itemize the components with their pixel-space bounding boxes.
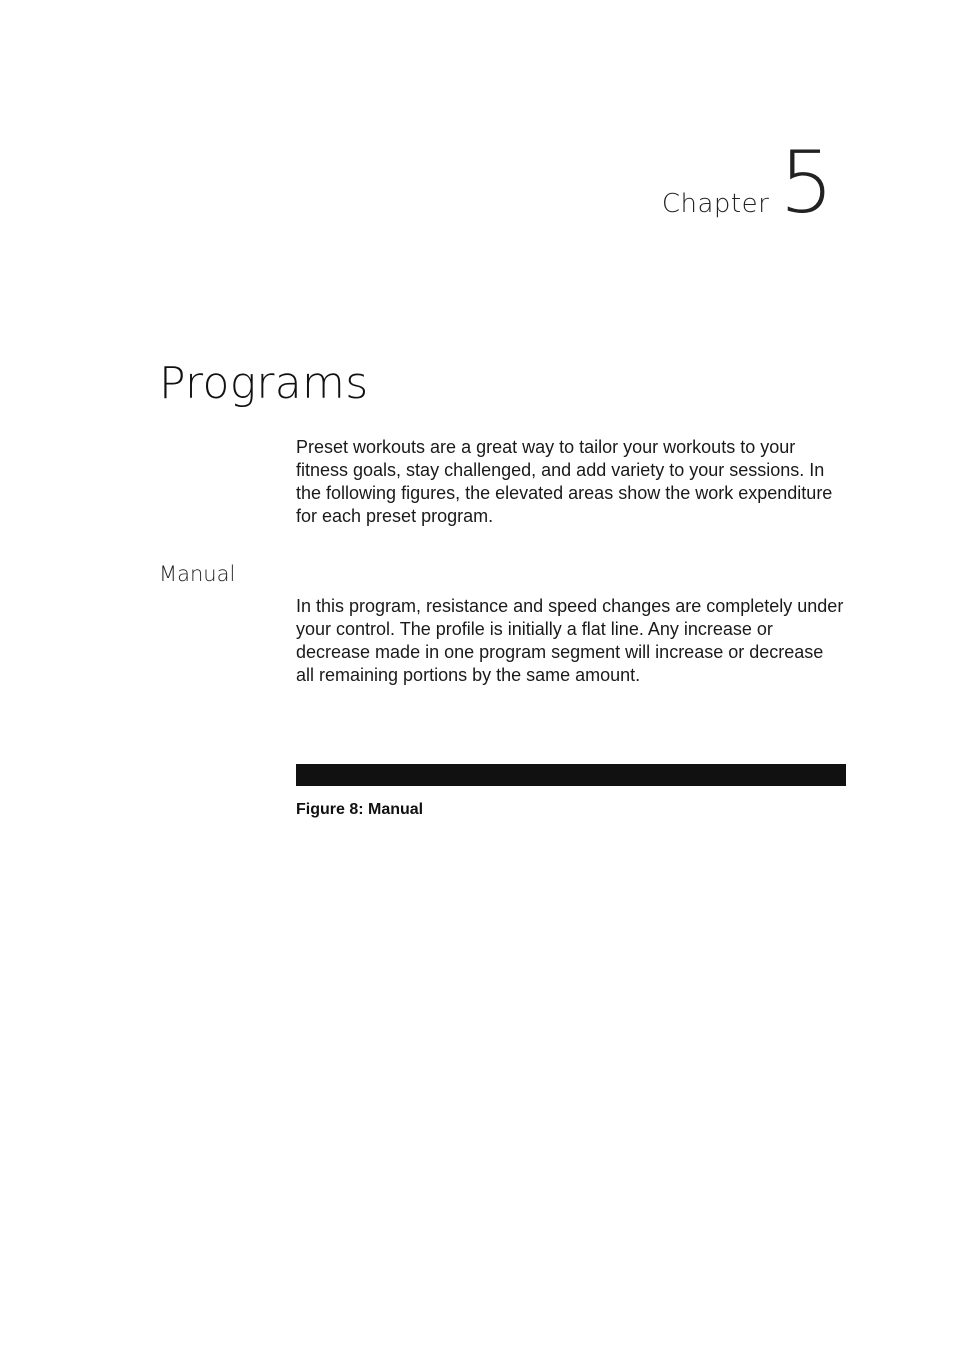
chapter-heading xyxy=(661,133,834,233)
chapter-number: 5 xyxy=(779,133,834,233)
chapter-label: Chapter xyxy=(661,189,770,219)
section-heading-manual: Manual xyxy=(159,562,236,586)
intro-paragraph: Preset workouts are a great way to tailor your workouts to your fitness goals, stay challenged, and add variety to your sessions. In the following figures, the elevated areas show the work expenditure for each preset program. xyxy=(296,437,833,526)
manual-paragraph: In this program, resistance and speed changes are completely under your control. The profile is initially a flat line. Any increase or decrease made in one program segment will increase or decrease all remaining portions by the same amount. xyxy=(296,596,844,685)
manual-profile-figure xyxy=(296,764,846,786)
page-title: Programs xyxy=(159,358,369,409)
figure-caption: Figure 8: Manual xyxy=(296,801,424,818)
